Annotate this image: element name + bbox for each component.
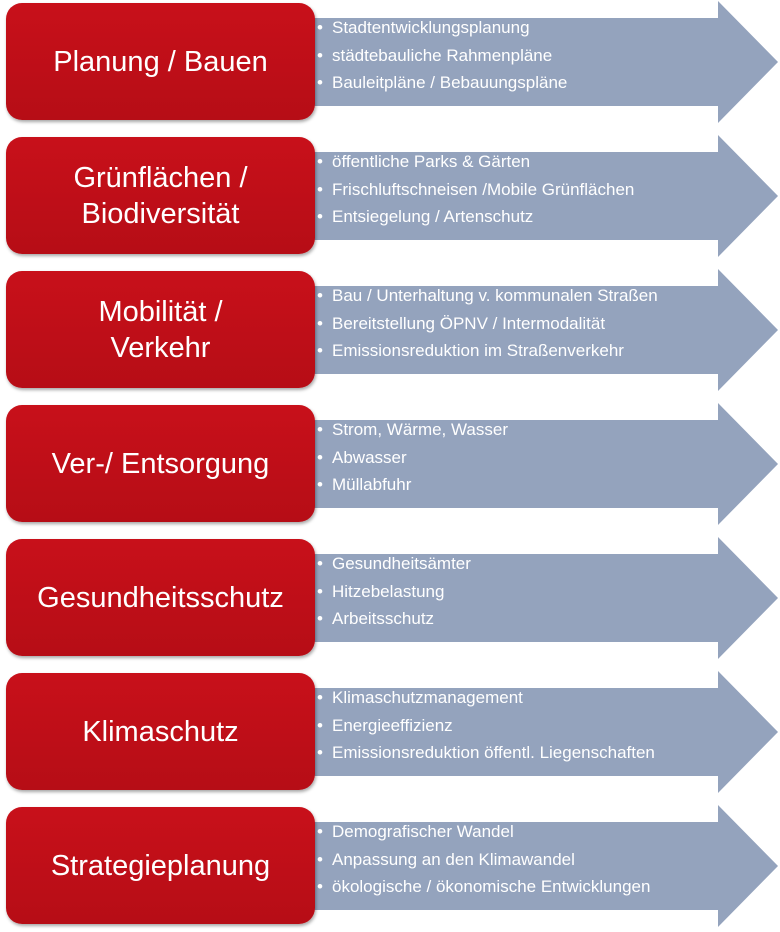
bullet-list — [316, 14, 567, 97]
category-title: Mobilität / Verkehr — [98, 295, 223, 364]
row-strategieplanung — [0, 804, 780, 928]
bullet-list — [316, 550, 471, 633]
row-gesundheitsschutz — [0, 536, 780, 660]
category-title: Klimaschutz — [82, 715, 239, 748]
bullet-item: • Energieeffizienz — [316, 712, 655, 740]
row-ver-entsorgung — [0, 402, 780, 526]
bullet-list — [316, 416, 508, 499]
category-box — [6, 673, 315, 790]
bullet-item: • Hitzebelastung — [316, 578, 471, 606]
row-klimaschutz — [0, 670, 780, 794]
bullet-item: • Entsiegelung / Artenschutz — [316, 203, 634, 231]
bullet-item: • Frischluftschneisen /Mobile Grünflächen — [316, 176, 634, 204]
category-box — [6, 271, 315, 388]
bullet-item: • Strom, Wärme, Wasser — [316, 416, 508, 444]
bullet-list — [316, 148, 634, 231]
bullet-list — [316, 818, 650, 901]
bullet-list — [316, 282, 658, 365]
bullet-item: • städtebauliche Rahmenpläne — [316, 42, 567, 70]
category-box — [6, 3, 315, 120]
category-title: Gesundheitsschutz — [37, 581, 284, 614]
bullet-item: • Anpassung an den Klimawandel — [316, 846, 650, 874]
bullet-item: • öffentliche Parks & Gärten — [316, 148, 634, 176]
bullet-item: • Gesundheitsämter — [316, 550, 471, 578]
row-mobilitaet-verkehr — [0, 268, 780, 392]
bullet-item: • Emissionsreduktion im Straßenverkehr — [316, 337, 658, 365]
category-title: Grünflächen / Biodiversität — [73, 161, 248, 230]
bullet-item: • Bau / Unterhaltung v. kommunalen Straßen — [316, 282, 658, 310]
bullet-item: • Stadtentwicklungsplanung — [316, 14, 567, 42]
category-title: Strategieplanung — [50, 849, 271, 882]
bullet-item: • Abwasser — [316, 444, 508, 472]
bullet-item: • Emissionsreduktion öffentl. Liegenschaften — [316, 739, 655, 767]
row-planung-bauen — [0, 0, 780, 124]
bullet-item: • Bauleitpläne / Bebauungspläne — [316, 69, 567, 97]
category-title: Ver-/ Entsorgung — [51, 447, 270, 480]
bullet-item: • Klimaschutzmanagement — [316, 684, 655, 712]
bullet-item: • Arbeitsschutz — [316, 605, 471, 633]
bullet-item: • Bereitstellung ÖPNV / Intermodalität — [316, 310, 658, 338]
category-title: Planung / Bauen — [53, 45, 268, 78]
bullet-list — [316, 684, 655, 767]
category-box — [6, 807, 315, 924]
bullet-item: • Demografischer Wandel — [316, 818, 650, 846]
bullet-item: • Müllabfuhr — [316, 471, 508, 499]
category-box — [6, 137, 315, 254]
category-box — [6, 539, 315, 656]
row-gruenflaechen-biodiversitaet — [0, 134, 780, 258]
bullet-item: • ökologische / ökonomische Entwicklungen — [316, 873, 650, 901]
category-box — [6, 405, 315, 522]
